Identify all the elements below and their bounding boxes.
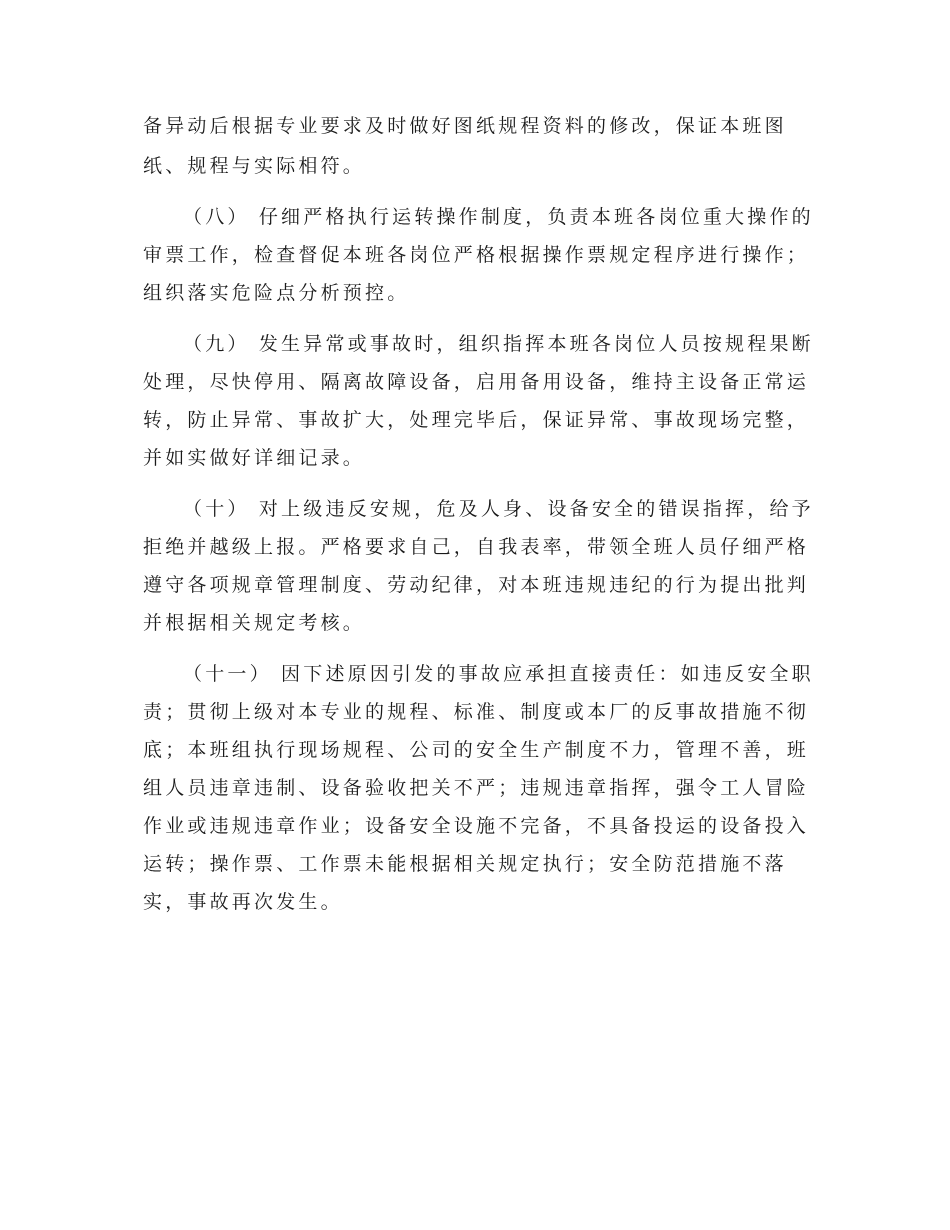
paragraph-line: 纸、规程与实际相符。 <box>143 155 366 177</box>
paragraph-line: 组织落实危险点分析预控。 <box>143 282 410 304</box>
paragraph-line: （八） 仔细严格执行运转操作制度，负责本班各岗位重大操作的 <box>183 206 814 228</box>
paragraph-line: （九） 发生异常或事故时，组织指挥本班各岗位人员按规程果断 <box>183 333 814 355</box>
paragraph-line: 拒绝并越级上报。严格要求自己，自我表率，带领全班人员仔细严格 <box>143 536 810 558</box>
paragraph-line: 运转；操作票、工作票未能根据相关规定执行；安全防范措施不落 <box>143 853 787 875</box>
paragraph-line: 遵守各项规章管理制度、劳动纪律，对本班违规违纪的行为提出批判 <box>143 574 810 596</box>
paragraph-line: 处理，尽快停用、隔离故障设备，启用备用设备，维持主设备正常运 <box>143 371 810 393</box>
paragraph-line: 责；贯彻上级对本专业的规程、标准、制度或本厂的反事故措施不彻 <box>143 701 810 723</box>
paragraph-line: 备异动后根据专业要求及时做好图纸规程资料的修改，保证本班图 <box>143 115 787 137</box>
paragraph-line: 并如实做好详细记录。 <box>143 447 366 469</box>
paragraph-line: 作业或违规违章作业；设备安全设施不完备，不具备投运的设备投入 <box>143 815 810 837</box>
paragraph-line: 转，防止异常、事故扩大，处理完毕后，保证异常、事故现场完整， <box>143 409 810 431</box>
paragraph-line: 底；本班组执行现场规程、公司的安全生产制度不力，管理不善，班 <box>143 739 810 761</box>
paragraph-line: （十一） 因下述原因引发的事故应承担直接责任：如违反安全职 <box>183 663 814 685</box>
paragraph-line: 并根据相关规定考核。 <box>143 612 366 634</box>
paragraph-line: 组人员违章违制、设备验收把关不严；违规违章指挥，强令工人冒险 <box>143 777 810 799</box>
paragraph-line: 审票工作，检查督促本班各岗位严格根据操作票规定程序进行操作； <box>143 244 810 266</box>
paragraph-line: （十） 对上级违反安规，危及人身、设备安全的错误指挥，给予 <box>183 498 814 520</box>
paragraph-line: 实，事故再次发生。 <box>143 891 343 913</box>
